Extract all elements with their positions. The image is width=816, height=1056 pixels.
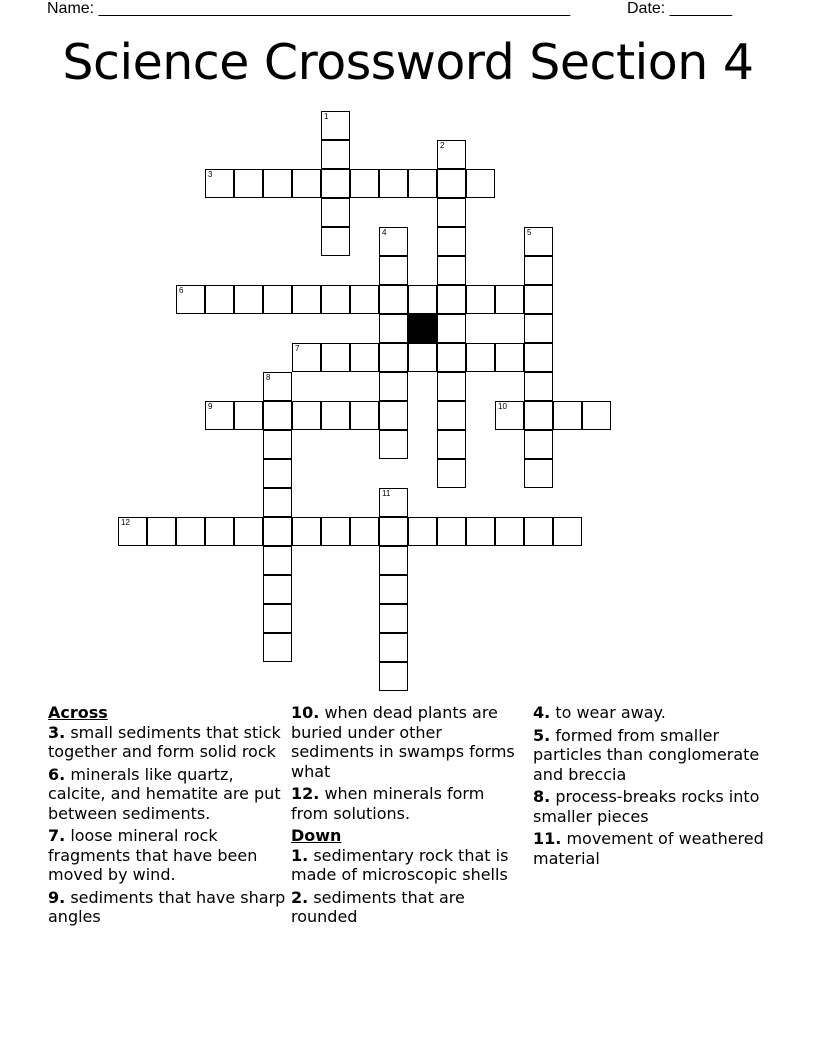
clue-number-5: 5 (527, 228, 532, 237)
clue-across-7: 7. loose mineral rock fragments that have been moved by wind. (48, 826, 258, 884)
grid-cell[interactable] (582, 401, 611, 430)
grid-cell[interactable] (321, 401, 350, 430)
clue-down-5: 5. formed from smaller particles than conglomerate and breccia (533, 725, 760, 784)
grid-cell[interactable] (466, 169, 495, 198)
name-label: Name: (47, 0, 99, 17)
clue-number-10: 10 (498, 402, 507, 411)
clue-down-8: 8. process-breaks rocks into smaller pieces (533, 787, 760, 826)
grid-cell[interactable] (147, 517, 176, 546)
grid-cell[interactable] (379, 285, 408, 314)
clues-column-3 (533, 703, 778, 871)
grid-cell[interactable] (176, 517, 205, 546)
clue-across-6: 6. minerals like quartz, calcite, and hematite are put between sediments. (48, 764, 281, 823)
clues-column-1 (48, 703, 288, 930)
grid-cell[interactable] (205, 285, 234, 314)
clue-number-4: 4 (382, 228, 387, 237)
clues-column-2 (291, 703, 526, 930)
clue-down-4: 4. to wear away. (533, 703, 666, 722)
grid-cell[interactable] (292, 517, 321, 546)
grid-cell[interactable] (495, 285, 524, 314)
clue-number-2: 2 (440, 141, 445, 150)
grid-cell[interactable] (321, 285, 350, 314)
grid-cell[interactable] (321, 227, 350, 256)
clue-across-10: 10. when dead plants are buried under other sediments in swamps forms what (291, 703, 515, 781)
grid-cell[interactable] (408, 343, 437, 372)
grid-cell[interactable] (263, 430, 292, 459)
grid-cell[interactable] (379, 343, 408, 372)
grid-cell[interactable] (234, 517, 263, 546)
grid-cell[interactable] (263, 285, 292, 314)
black-square (408, 314, 437, 343)
grid-cell[interactable] (437, 517, 466, 546)
grid-cell[interactable] (234, 169, 263, 198)
grid-cell[interactable] (466, 517, 495, 546)
grid-cell[interactable] (524, 459, 553, 488)
grid-cell[interactable] (350, 343, 379, 372)
clue-number-11: 11 (382, 489, 391, 498)
clue-across-12: 12. when minerals form from solutions. (291, 784, 485, 823)
grid-cell[interactable] (292, 401, 321, 430)
clue-number-9: 9 (208, 402, 213, 411)
grid-cell[interactable] (263, 401, 292, 430)
name-blank: _____________________________________________________ (98, 0, 571, 17)
grid-cell[interactable] (437, 198, 466, 227)
clue-down-2: 2. sediments that are rounded (291, 887, 465, 926)
grid-cell[interactable] (263, 546, 292, 575)
grid-cell[interactable] (524, 517, 553, 546)
grid-cell[interactable] (437, 285, 466, 314)
grid-cell[interactable] (408, 169, 437, 198)
across-heading: Across (48, 703, 108, 722)
down-heading: Down (291, 826, 342, 845)
clue-number-1: 1 (324, 112, 329, 121)
grid-cell[interactable] (408, 285, 437, 314)
grid-cell[interactable] (263, 575, 292, 604)
grid-cell[interactable] (234, 401, 263, 430)
grid-cell[interactable] (292, 169, 321, 198)
grid-cell[interactable] (524, 314, 553, 343)
grid-cell[interactable] (437, 256, 466, 285)
grid-cell[interactable] (350, 401, 379, 430)
date-blank: _______ (669, 0, 732, 17)
grid-cell[interactable] (524, 256, 553, 285)
grid-cell[interactable] (321, 140, 350, 169)
grid-cell[interactable] (321, 198, 350, 227)
clue-across-3: 3. small sediments that stick together and form solid rock (48, 722, 281, 761)
clue-number-3: 3 (208, 170, 213, 179)
grid-cell[interactable] (437, 227, 466, 256)
grid-cell[interactable] (263, 488, 292, 517)
grid-cell[interactable] (524, 343, 553, 372)
grid-cell[interactable] (263, 633, 292, 662)
grid-cell[interactable] (524, 430, 553, 459)
page-title: Science Crossword Section 4 (62, 34, 754, 91)
grid-cell[interactable] (292, 285, 321, 314)
clue-number-7: 7 (295, 344, 300, 353)
clue-number-6: 6 (179, 286, 184, 295)
grid-cell[interactable] (379, 633, 408, 662)
date-label: Date: (627, 0, 670, 17)
grid-cell[interactable] (466, 285, 495, 314)
grid-cell[interactable] (524, 372, 553, 401)
grid-cell[interactable] (466, 343, 495, 372)
grid-cell[interactable] (379, 372, 408, 401)
clue-number-8: 8 (266, 373, 271, 382)
grid-cell[interactable] (553, 517, 582, 546)
grid-cell[interactable] (495, 343, 524, 372)
grid-cell[interactable] (263, 604, 292, 633)
grid-cell[interactable] (495, 517, 524, 546)
grid-cell[interactable] (379, 604, 408, 633)
grid-cell[interactable] (437, 343, 466, 372)
grid-cell[interactable] (379, 256, 408, 285)
grid-cell[interactable] (205, 517, 234, 546)
grid-cell[interactable] (437, 372, 466, 401)
grid-cell[interactable] (263, 517, 292, 546)
grid-cell[interactable] (379, 314, 408, 343)
grid-cell[interactable] (524, 285, 553, 314)
grid-cell[interactable] (524, 401, 553, 430)
grid-cell[interactable] (321, 343, 350, 372)
clue-down-11: 11. movement of weathered material (533, 829, 764, 868)
grid-cell[interactable] (350, 169, 379, 198)
grid-cell[interactable] (234, 285, 263, 314)
grid-cell[interactable] (437, 169, 466, 198)
grid-cell[interactable] (321, 517, 350, 546)
grid-cell[interactable] (379, 169, 408, 198)
grid-cell[interactable] (408, 517, 437, 546)
grid-cell[interactable] (379, 430, 408, 459)
grid-cell[interactable] (437, 459, 466, 488)
grid-cell[interactable] (350, 517, 379, 546)
grid-cell[interactable] (379, 575, 408, 604)
grid-cell[interactable] (379, 546, 408, 575)
grid-cell[interactable] (379, 517, 408, 546)
grid-cell[interactable] (437, 314, 466, 343)
grid-cell[interactable] (263, 459, 292, 488)
grid-cell[interactable] (350, 285, 379, 314)
clue-down-1: 1. sedimentary rock that is made of microscopic shells (291, 845, 509, 884)
grid-cell[interactable] (263, 169, 292, 198)
clue-across-9: 9. sediments that have sharp angles (48, 887, 286, 926)
grid-cell[interactable] (379, 401, 408, 430)
grid-cell[interactable] (437, 430, 466, 459)
grid-cell[interactable] (321, 169, 350, 198)
grid-cell[interactable] (553, 401, 582, 430)
grid-cell[interactable] (437, 401, 466, 430)
clue-number-12: 12 (121, 518, 130, 527)
grid-cell[interactable] (379, 662, 408, 691)
